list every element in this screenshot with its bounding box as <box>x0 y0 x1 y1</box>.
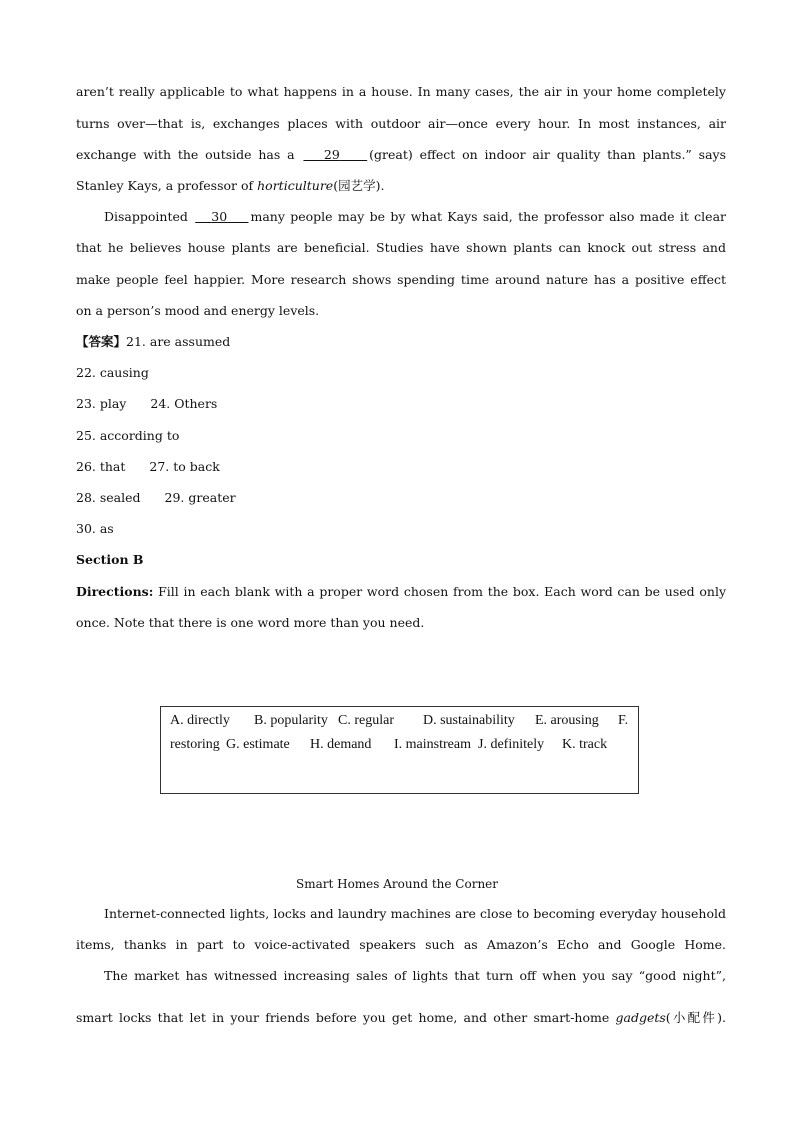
answer-26-27 <box>76 459 726 475</box>
blank-30 <box>193 209 250 224</box>
passage-b-line-1: Internet-connected lights, locks and laundry machines are close to becoming everyday household <box>104 906 726 921</box>
answer-25: 25. according to <box>76 428 180 443</box>
passage-a-line-2: turns over—that is, exchanges places with outdoor air—once every hour. In most instances, air <box>76 116 726 131</box>
answer-24: 24. Others <box>150 396 218 411</box>
directions-label: Directions: <box>76 584 154 599</box>
passage-a-line-7: make people feel happier. More research shows spending time around nature has a positive effect <box>76 272 726 287</box>
passage-a-line-3 <box>76 147 726 163</box>
text-segment: Stanley Kays, a professor of <box>76 178 258 193</box>
answer-30: 30. as <box>76 521 114 536</box>
answer-label: 【答案】 <box>76 334 127 349</box>
passage-a-line-1: aren’t really applicable to what happens in a house. In many cases, the air in your home completely <box>76 84 726 99</box>
answer-23-24 <box>76 396 726 412</box>
blank-29 <box>301 147 369 162</box>
passage-b-line-2: items, thanks in part to voice-activated speakers such as Amazon’s Echo and Google Home. <box>76 937 726 952</box>
term-gadgets: gadgets <box>615 1010 666 1025</box>
directions-line-2: once. Note that there is one word more than you need. <box>76 615 425 630</box>
text-segment: (园艺学). <box>333 178 385 193</box>
text-segment: smart locks that let in your friends before you get home, and other smart-home <box>76 1010 616 1025</box>
blank-number: 29 <box>323 147 340 162</box>
option-c: C. regular <box>338 713 394 728</box>
text-segment: exchange with the outside has a <box>76 147 302 162</box>
option-f-letter: F. <box>618 713 629 728</box>
answer-22: 22. causing <box>76 365 149 380</box>
option-e: E. arousing <box>535 713 599 728</box>
passage-b-line-4 <box>76 1010 726 1026</box>
text-segment: (great) effect on indoor air quality than plants.” says <box>369 147 726 162</box>
term-horticulture: horticulture <box>257 178 334 193</box>
answer-28: 28. sealed <box>76 490 141 505</box>
answer-23: 23. play <box>76 396 127 411</box>
option-b: B. popularity <box>254 713 328 728</box>
option-f-word: restoring <box>170 737 220 752</box>
option-k: K. track <box>562 737 608 752</box>
passage-a-line-4 <box>76 178 726 194</box>
directions-line-1 <box>76 584 726 600</box>
text-segment: (小配件). <box>665 1010 727 1025</box>
option-a: A. directly <box>170 713 230 728</box>
blank-number: 30 <box>211 209 228 224</box>
answer-26: 26. that <box>76 459 126 474</box>
answer-27: 27. to back <box>149 459 220 474</box>
passage-a-line-5 <box>104 209 726 225</box>
text-segment: Disappointed <box>104 209 194 224</box>
answer-text: 21. are assumed <box>126 334 231 349</box>
passage-a-line-6: that he believes house plants are beneficial. Studies have shown plants can knock out stress and <box>76 240 726 255</box>
section-b-heading: Section B <box>76 552 144 567</box>
passage-a-line-8: on a person’s mood and energy levels. <box>76 303 320 318</box>
answer-29: 29. greater <box>164 490 236 505</box>
option-h: H. demand <box>310 737 372 752</box>
directions-text: Fill in each blank with a proper word chosen from the box. Each word can be used only <box>158 584 727 599</box>
answer-28-29 <box>76 490 726 506</box>
text-segment: many people may be by what Kays said, the professor also made it clear <box>250 209 727 224</box>
passage-b-title: Smart Homes Around the Corner <box>295 877 499 891</box>
option-g: G. estimate <box>226 737 290 752</box>
option-d: D. sustainability <box>423 713 515 728</box>
option-i: I. mainstream <box>394 737 471 752</box>
passage-b-line-3: The market has witnessed increasing sales of lights that turn off when you say “good night”, <box>104 968 726 983</box>
option-j: J. definitely <box>478 737 545 752</box>
answer-21 <box>76 334 726 350</box>
